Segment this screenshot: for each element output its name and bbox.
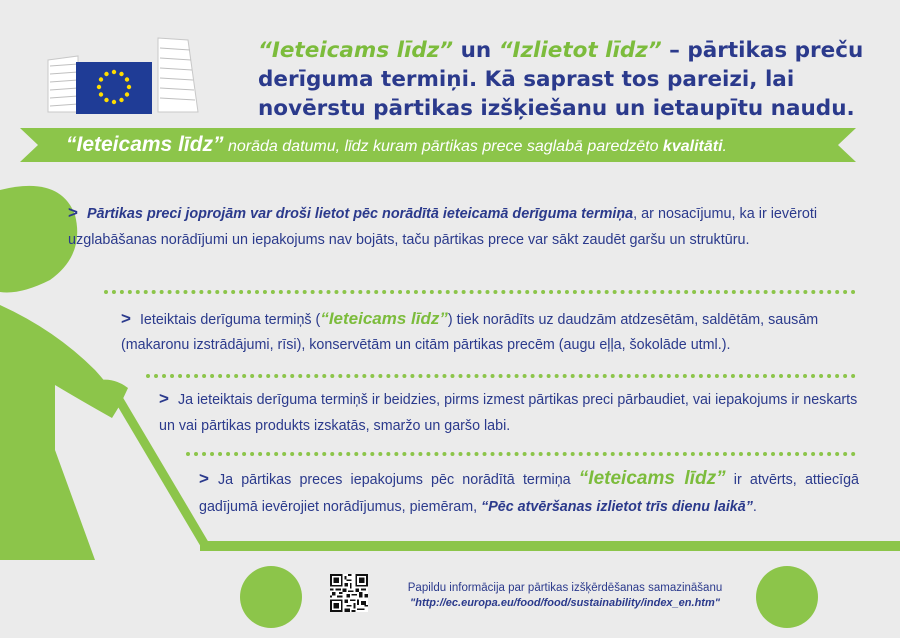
title-term-use-by: “Izlietot līdz” xyxy=(498,38,662,63)
title-and: un xyxy=(453,38,499,63)
banner-quality: kvalitāti xyxy=(662,138,723,155)
point-2-text-a: Ieteiktais derīguma termiņš ( xyxy=(139,312,321,328)
footer xyxy=(385,581,745,611)
eu-commission-logo xyxy=(38,30,208,120)
arrow-icon: > xyxy=(199,469,209,488)
cart-wheel-left xyxy=(240,566,302,628)
arrow-icon: > xyxy=(159,389,169,408)
cart-wheel-right xyxy=(756,566,818,628)
qr-code[interactable] xyxy=(330,574,368,612)
title-rest: – pārtikas preču derīguma termiņi. Kā saprast tos pareizi, lai novērstu pārtikas izšķiešanu un ietaupītu naudu. xyxy=(258,38,864,121)
point-2-text-b: ) tiek norādīts uz daudzām atdzesētām, saldētām, sausām (makaronu izstrādājumi, rīsi), konservētām un citām pārtikas precēm (augu eļļa, šokolāde utml.). xyxy=(121,312,819,353)
point-4-text-a: Ja pārtikas preces iepakojums pēc norādītā termiņa xyxy=(217,472,579,488)
point-4 xyxy=(199,465,859,521)
page-title xyxy=(258,36,878,123)
point-3 xyxy=(159,386,859,439)
arrow-icon: > xyxy=(68,203,78,222)
point-1-text: , ar nosacījumu, ka ir ievēroti uzglabāšanas norādījumi un iepakojums nav bojāts, taču pārtikas prece var sākt zaudēt garšu un struktūru. xyxy=(68,206,818,248)
point-3-text: Ja ieteiktais derīguma termiņš ir beidzies, pirms izmest pārtikas preci pārbaudiet, vai iepakojums ir neskarts un vai pārtikas produkts izskatās, smaržo un garšo labi. xyxy=(159,392,858,434)
banner-term: “Ieteicams līdz” xyxy=(66,133,224,156)
point-4-text-b: ir atvērts, attiecīgā gadījumā ievērojiet norādījumus, piemēram, xyxy=(199,472,859,515)
point-4-quote: “Pēc atvēršanas izlietot trīs dienu laikā” xyxy=(481,499,753,515)
definition-banner xyxy=(20,128,856,162)
point-1 xyxy=(68,200,858,253)
banner-definition: norāda datumu, līdz kuram pārtikas prece saglabā paredzēto xyxy=(223,138,663,155)
arrow-icon: > xyxy=(121,309,131,328)
banner-end: . xyxy=(722,138,727,155)
point-2 xyxy=(121,306,856,358)
point-1-emphasis: Pārtikas preci joprojām var droši lietot pēc norādītā ieteicamā derīguma termiņa xyxy=(86,206,634,222)
point-2-term: “Ieteicams līdz” xyxy=(320,309,448,328)
footer-link[interactable]: "http://ec.europa.eu/food/food/sustainability/index_en.htm" xyxy=(410,597,720,609)
title-term-best-before: “Ieteicams līdz” xyxy=(258,38,454,63)
footer-info: Papildu informācija par pārtikas izšķērdēšanas samazināšanu xyxy=(407,582,723,594)
dotted-divider xyxy=(186,452,856,460)
point-4-term: “Ieteicams līdz” xyxy=(578,468,726,489)
dotted-divider xyxy=(146,374,856,382)
dotted-divider xyxy=(104,290,856,298)
banner-text xyxy=(66,133,727,157)
point-4-end: . xyxy=(752,499,757,515)
